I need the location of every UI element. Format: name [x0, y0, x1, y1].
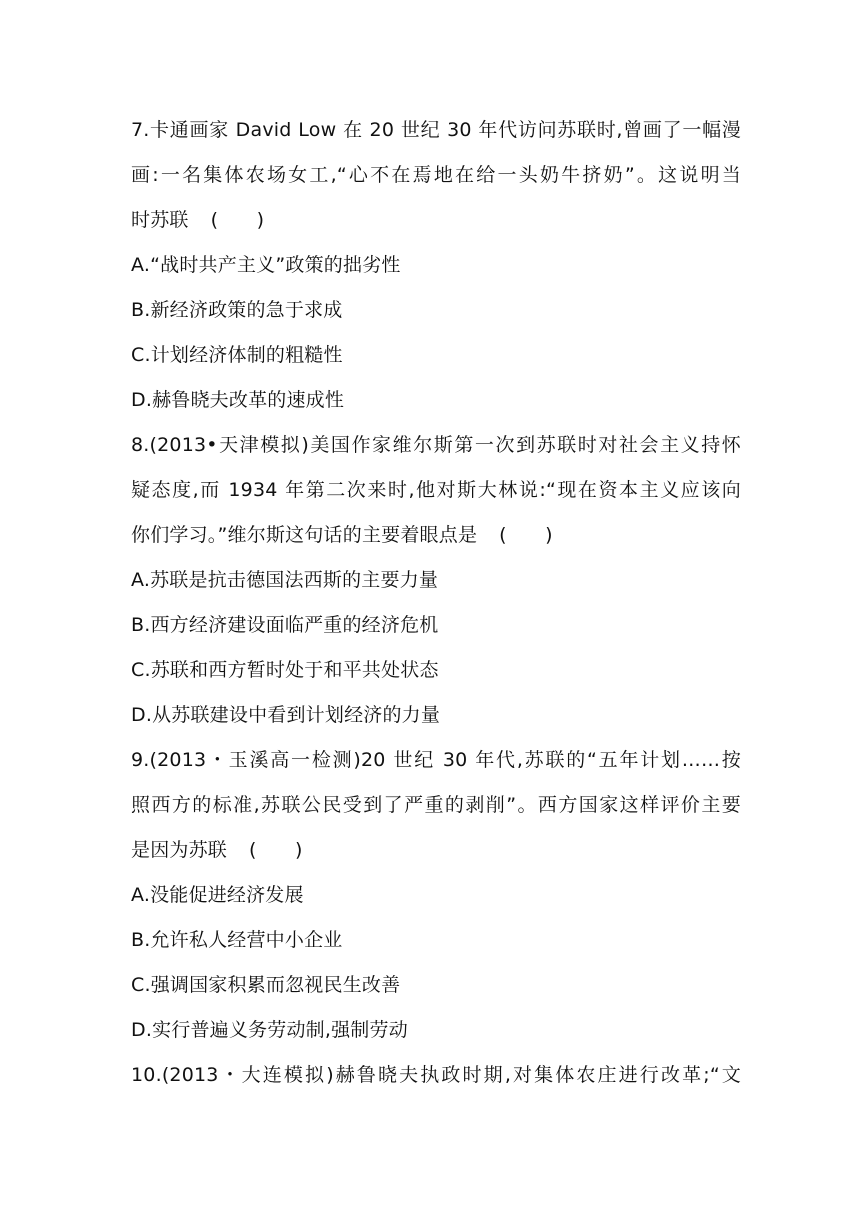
- question-8-line-2: 疑态度,而 1934 年第二次来时,他对斯大林说:“现在资本主义应该向: [131, 479, 741, 501]
- question-8-line-1: 8.(2013•天津模拟)美国作家维尔斯第一次到苏联时对社会主义持怀: [131, 434, 741, 456]
- question-8-option-c: C.苏联和西方暂时处于和平共处状态: [131, 659, 439, 681]
- question-9-option-b: B.允许私人经营中小企业: [131, 929, 343, 951]
- question-7-option-a: A.“战时共产主义”政策的拙劣性: [131, 254, 401, 276]
- question-9-line-1: 9.(2013・玉溪高一检测)20 世纪 30 年代,苏联的“五年计划……按: [131, 749, 741, 771]
- question-8-stem-end: 你们学习。”维尔斯这句话的主要着眼点是: [131, 524, 478, 546]
- question-8-line-3: [131, 521, 741, 549]
- question-7-line-3: [131, 206, 741, 234]
- question-9-line-2: 照西方的标准,苏联公民受到了严重的剥削”。西方国家这样评价主要: [131, 794, 741, 816]
- question-7-option-d: D.赫鲁晓夫改革的速成性: [131, 389, 345, 411]
- answer-blank: ( ): [249, 839, 303, 861]
- question-9-stem-end: 是因为苏联: [131, 839, 228, 861]
- question-7-option-b: B.新经济政策的急于求成: [131, 299, 343, 321]
- question-7-line-1: 7.卡通画家 David Low 在 20 世纪 30 年代访问苏联时,曾画了一幅漫: [131, 119, 741, 141]
- question-10-line-1: 10.(2013・大连模拟)赫鲁晓夫执政时期,对集体农庄进行改革;“文: [131, 1064, 741, 1086]
- question-8-option-a: A.苏联是抗击德国法西斯的主要力量: [131, 569, 439, 591]
- question-7-stem-end: 时苏联: [131, 209, 189, 231]
- answer-blank: ( ): [210, 209, 265, 231]
- question-7-option-c: C.计划经济体制的粗糙性: [131, 344, 343, 366]
- question-9-option-d: D.实行普遍义务劳动制,强制劳动: [131, 1019, 408, 1041]
- question-9-line-3: [131, 836, 741, 864]
- answer-blank: ( ): [499, 524, 553, 546]
- question-8-option-d: D.从苏联建设中看到计划经济的力量: [131, 704, 441, 726]
- question-7-line-2: 画:一名集体农场女工,“心不在焉地在给一头奶牛挤奶”。这说明当: [131, 164, 741, 186]
- question-9-option-c: C.强调国家积累而忽视民生改善: [131, 974, 401, 996]
- question-8-option-b: B.西方经济建设面临严重的经济危机: [131, 614, 439, 636]
- question-9-option-a: A.没能促进经济发展: [131, 884, 304, 906]
